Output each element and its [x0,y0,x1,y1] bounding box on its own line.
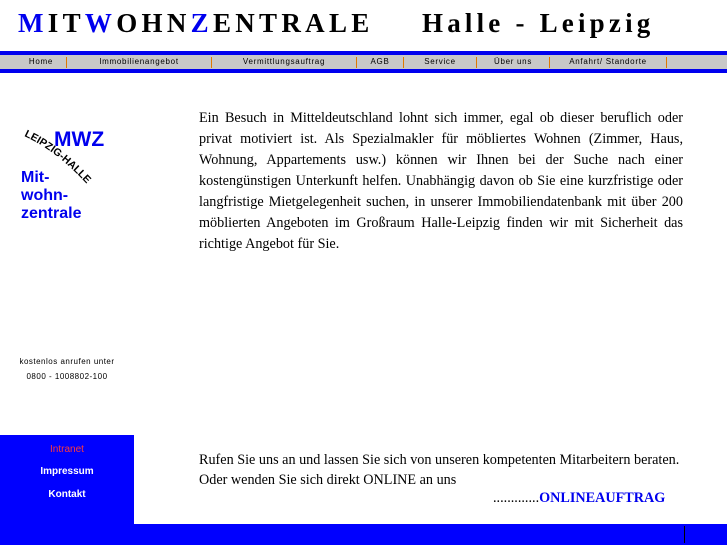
title-part: W [84,8,117,38]
nav-item-ueber-uns[interactable]: Über uns [493,57,533,66]
nav-item-home[interactable]: Home [28,57,54,66]
callout-paragraph: Rufen Sie uns an und lassen Sie sich von unseren kompetenten Mitarbeitern beraten. Oder wenden Sie sich direkt ONLINE an uns [199,452,680,488]
nav-strip [0,55,727,69]
site-region: Halle - Leipzig [422,8,655,38]
side-item-impressum[interactable]: Impressum [40,466,94,477]
title-part: Z [190,8,213,38]
side-menu [0,435,134,524]
nav-separator [666,57,667,68]
online-auftrag-link[interactable]: ONLINEAUFTRAG [539,490,666,506]
side-item-kontakt[interactable]: Kontakt [48,489,86,500]
phone-number: 0800 - 1008802-100 [26,372,108,381]
footer-divider [684,526,685,543]
title-part: OHN [116,8,191,38]
side-item-intranet[interactable]: Intranet [50,444,84,455]
title-part: ENTRALE [212,8,374,38]
logo-abbr: MWZ [54,128,105,151]
phone-label: kostenlos anrufen unter [19,357,115,366]
nav-item-anfahrt-standorte[interactable]: Anfahrt/ Standorte [569,57,647,66]
logo-line1: Mit- [21,169,50,186]
logo-graphic [18,120,118,230]
phone-info [0,354,134,384]
logo-line3: zentrale [21,205,82,222]
logo-line2: wohn- [21,187,69,204]
site-title [18,8,374,39]
online-line [493,490,665,507]
nav-item-immobilienangebot[interactable]: Immobilienangebot [99,57,179,66]
mwz-logo [18,120,118,230]
nav-item-agb[interactable]: AGB [370,57,390,66]
main-nav [0,51,727,73]
online-prefix: ............. [493,490,540,506]
footer-bar [0,524,727,545]
nav-item-service[interactable]: Service [424,57,456,66]
title-part: M [18,8,48,38]
nav-item-vermittlungsauftrag[interactable]: Vermittlungsauftrag [242,57,326,66]
title-part: IT [47,8,85,38]
logo-arc-text: LEIPZIG-HALLE [22,127,94,186]
intro-paragraph: Ein Besuch in Mitteldeutschland lohnt sich immer, egal ob dieser beruflich oder privat motiviert ist. Als Spezialmakler für möbliertes Wohnen (Zimmer, Haus, Wohnung, Appartements usw.) können wir Ihnen bei der Suche nach einer kostengünstigen Unterkunft helfen. Unabhängig davon ob Sie eine kurzfristige oder langfristige Mietgelegenheit suchen, in unserer Immobiliendatenbank mit über 200 möblierten Angeboten im Großraum Halle-Leipzig finden wir mit Sicherheit das richtige Angebot für Sie. [199,110,683,252]
